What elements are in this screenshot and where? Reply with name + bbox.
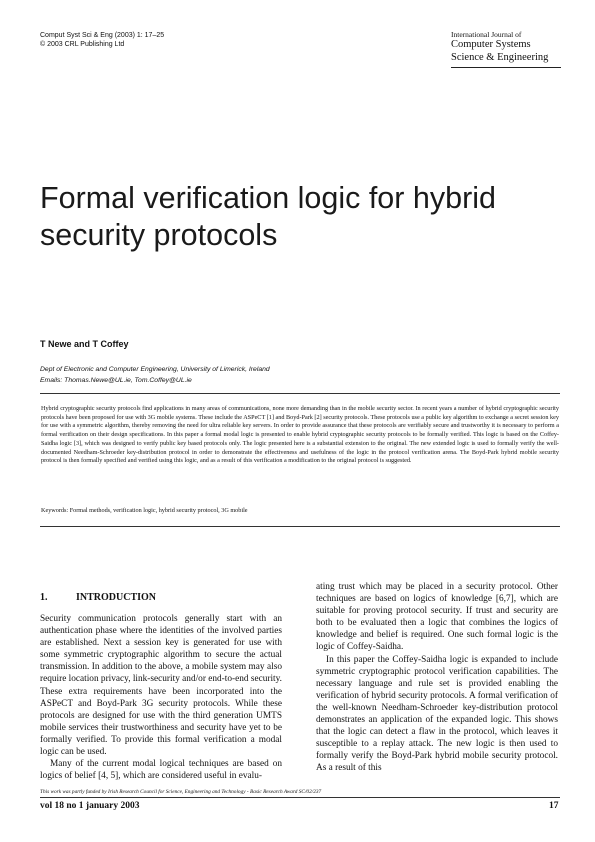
- divider-bottom: [40, 526, 560, 527]
- keywords: Keywords: Formal methods, verification logic, hybrid security protocol, 3G mobile: [41, 507, 248, 514]
- paper-title: [40, 180, 570, 254]
- affiliation-dept: Dept of Electronic and Computer Engineering, University of Limerick, Ireland: [40, 366, 270, 373]
- title-line2: security protocols: [40, 218, 278, 252]
- journal-masthead: [451, 30, 561, 68]
- paragraph: Security communication protocols generally start with an authentication phase where the identities of the involved parties are established. Next a session key is generated for use with some symmetric cryptographic algorithm to secure the actual transmission. In addition to the above, a mobile system may also require location privacy, link-security and/or end-to-end security. These extra requirements have been incorporated into the ASPeCT and Boyd-Park 3G security protocols. While these protocols are designed for use with the third generation UMTS mobile services their trustworthiness and security have yet to be formally verified. To provide this formal verification a modal logic can be used.: [40, 614, 282, 758]
- section-title: INTRODUCTION: [76, 592, 157, 603]
- affiliation: [40, 364, 270, 386]
- body-column-right: [316, 581, 558, 775]
- section-number: 1.: [40, 592, 48, 603]
- paragraph: Many of the current modal logical techniques are based on logics of belief [4, 5], which are considered useful in evalu-: [40, 759, 282, 782]
- issue-info: vol 18 no 1 january 2003: [40, 801, 140, 811]
- paragraph: In this paper the Coffey-Saidha logic is expanded to include symmetric cryptographic protocol verification capabilities. The necessary language and rule set is provided enabling the verification of hybrid security protocols. A formal verification of the well-known Needham-Schroeder key-distribution protocol demonstrates an application of the expanded logic. This shows that the logic can detect a flaw in the protocol, which leaves it susceptible to a replay attack. The new logic is then used to formally verify the Boyd-Park hybrid mobile security protocol. As a result of this: [316, 654, 558, 774]
- citation-line: Comput Syst Sci & Eng (2003) 1: 17–25: [40, 32, 165, 39]
- authors: T Newe and T Coffey: [40, 339, 129, 349]
- paragraph: ating trust which may be placed in a security protocol. Other techniques are based on logics of knowledge [6,7], which are suitable for proving protocol security. If trust and security are both to be evaluated then a logic that combines the logics of knowledge and belief is required. One such formal logic is the logic of Coffey-Saidha.: [316, 582, 558, 653]
- journal-name-line2: Science & Engineering: [451, 51, 549, 63]
- page-number: 17: [549, 801, 559, 811]
- section-heading: [40, 592, 282, 604]
- divider-top: [40, 393, 560, 394]
- journal-underline: [451, 67, 561, 68]
- funding-footnote: This work was partly funded by Irish Research Council for Science, Engineering and Technology - Basic Research Award SC/02/237: [40, 789, 322, 795]
- title-line1: Formal verification logic for hybrid: [40, 181, 496, 215]
- footer-divider: [40, 797, 560, 798]
- body-column-left: [40, 592, 282, 782]
- abstract: Hybrid cryptographic security protocols find applications in many areas of communications, none more demanding than in the mobile security sector. In recent years a number of hybrid cryptographic security protocols have been proposed for use with 3G mobile systems. These include the ASPeCT [1] and Boyd-Park [2] security protocols. These protocols use a public key algorithm to exchange a secret session key for use with a symmetric algorithm, thereby removing the need for ultra reliable key servers. In order to provide assurance that these protocols are verifiably secure and trustworthy it is necessary to perform a formal verification on their design specifications. In this paper a formal modal logic is presented to enable hybrid cryptographic security protocols to be formally verified. This logic is based on the Coffey-Saidha logic [3], which was designed to verify public key based protocols only. The logic presented here is a substantial extension to the original. The new extended logic is used to formally verify the well-documented Needham-Schroeder key-distribution protocol in order to demonstrate the effectiveness and usefulness of the logic in the protocol verification arena. The Boyd-Park hybrid mobile security protocol is then formally specified and verified using this logic, and as a result of this verification a modification to the original protocol is suggested.: [41, 405, 559, 465]
- copyright-line: © 2003 CRL Publishing Ltd: [40, 41, 125, 48]
- affiliation-emails: Emails: Thomas.Newe@UL.ie, Tom.Coffey@UL.ie: [40, 377, 192, 384]
- journal-prefix: International Journal of: [451, 30, 522, 39]
- journal-name-line1: Computer Systems: [451, 39, 531, 50]
